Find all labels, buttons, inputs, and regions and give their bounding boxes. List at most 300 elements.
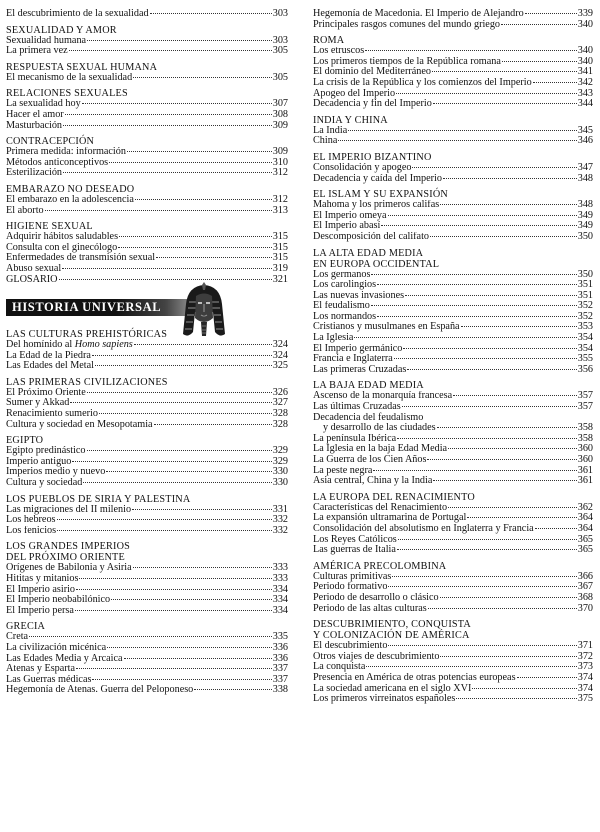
toc-entry-title: Orígenes de Babilonia y Asiria <box>6 563 132 574</box>
page-number: 321 <box>272 273 288 285</box>
dot-leader <box>405 295 577 296</box>
toc-entry[interactable] <box>6 110 288 121</box>
page-number: 365 <box>577 533 593 545</box>
toc-entry[interactable] <box>6 46 288 57</box>
toc-entry[interactable] <box>6 654 288 665</box>
toc-entry[interactable] <box>6 515 288 526</box>
toc-entry[interactable] <box>313 301 593 312</box>
toc-entry[interactable] <box>6 232 288 243</box>
page-number: 309 <box>272 119 288 131</box>
toc-entry[interactable] <box>6 685 288 696</box>
dot-leader <box>150 13 272 14</box>
page-number: 319 <box>272 262 288 274</box>
toc-entry-title: El aborto <box>6 205 44 216</box>
toc-entry[interactable] <box>313 46 593 57</box>
toc-entry[interactable] <box>313 270 593 281</box>
page-number: 315 <box>272 231 288 243</box>
toc-entry[interactable] <box>6 264 288 275</box>
dot-leader <box>517 677 577 678</box>
toc-entry[interactable] <box>6 505 288 516</box>
toc-entry[interactable] <box>313 211 593 222</box>
page-number: 305 <box>272 45 288 57</box>
toc-entry-title: Las Guerras médicas <box>6 674 92 685</box>
toc-entry[interactable] <box>6 340 288 351</box>
dot-leader <box>135 199 272 200</box>
toc-entry[interactable] <box>313 524 593 535</box>
dot-leader <box>396 93 577 94</box>
toc-section <box>313 492 593 556</box>
toc-entry-title: La conquista <box>313 662 366 673</box>
toc-entry[interactable] <box>313 333 593 344</box>
banner-title: HISTORIA UNIVERSAL <box>12 300 162 315</box>
dot-leader <box>62 268 272 269</box>
page-number: 375 <box>577 693 593 705</box>
toc-entry-title: La Iglesia en la baja Edad Media <box>313 444 448 455</box>
dot-leader <box>133 77 272 78</box>
toc-entry-title: Hegemonía de Macedonia. El Imperio de Alejandro <box>313 9 524 19</box>
page-number: 367 <box>577 581 593 593</box>
toc-entry-title: La península Ibérica <box>313 433 397 444</box>
toc-entry[interactable] <box>313 604 593 615</box>
dot-leader <box>59 279 272 280</box>
toc-entry[interactable] <box>313 322 593 333</box>
dot-leader <box>194 689 271 690</box>
historia-universal-banner <box>6 291 288 321</box>
toc-entry-title: Mahoma y los primeros califas <box>313 200 440 211</box>
toc-entry-title: Francia e Inglaterra <box>313 354 393 365</box>
toc-entry[interactable] <box>313 535 593 546</box>
section-heading: EMBARAZO NO DESEADO <box>6 183 135 195</box>
section-heading: CONTRACEPCIÓN <box>6 136 95 148</box>
left-column <box>6 9 288 701</box>
toc-entry[interactable] <box>6 275 288 286</box>
dot-leader <box>472 688 576 689</box>
toc-entry-title: Decadencia y fin del Imperio <box>313 99 432 110</box>
toc-entry[interactable] <box>6 253 288 264</box>
toc-entry-title: El Imperio persa <box>6 605 74 616</box>
toc-entry[interactable] <box>313 684 593 695</box>
dot-leader <box>533 82 577 83</box>
page-number: 333 <box>272 573 288 584</box>
toc-entry[interactable] <box>313 312 593 323</box>
toc-section <box>6 25 288 57</box>
dot-leader <box>440 204 577 205</box>
toc-entry[interactable] <box>313 476 593 487</box>
dot-leader <box>57 519 272 520</box>
page-number: 348 <box>577 172 593 184</box>
page-number: 352 <box>577 300 593 312</box>
toc-entry-title: Las Edades del Metal <box>6 361 94 372</box>
toc-entry[interactable] <box>313 694 593 705</box>
toc-entry-title: Adquirir hábitos saludables <box>6 232 119 243</box>
toc-entry[interactable] <box>313 593 593 604</box>
toc-entry[interactable] <box>6 574 288 585</box>
page-number: 328 <box>272 418 288 430</box>
dot-leader <box>348 130 576 131</box>
toc-entry[interactable] <box>313 641 593 652</box>
toc-entry-title: Ascenso de la monarquía francesa <box>313 391 453 402</box>
toc-entry[interactable] <box>313 444 593 455</box>
page-number: 354 <box>577 342 593 354</box>
dot-leader <box>461 326 577 327</box>
toc-entry-title: Creta <box>6 632 29 643</box>
page-number: 352 <box>577 310 593 322</box>
dot-leader <box>407 369 576 370</box>
toc-entry-title: Hacer el amor <box>6 109 64 120</box>
toc-entry[interactable] <box>313 280 593 291</box>
toc-entry[interactable] <box>6 195 288 206</box>
toc-entry[interactable] <box>313 455 593 466</box>
section-heading: RESPUESTA SEXUAL HUMANA <box>6 61 158 73</box>
dot-leader <box>467 517 576 518</box>
toc-entry[interactable] <box>6 643 288 654</box>
toc-entry[interactable] <box>6 243 288 254</box>
toc-entry-title: Culturas primitivas <box>313 571 392 582</box>
toc-entry[interactable] <box>6 361 288 372</box>
toc-entry[interactable] <box>6 9 288 20</box>
toc-entry[interactable] <box>313 9 593 20</box>
page-number: 371 <box>577 640 593 652</box>
dot-leader <box>398 539 577 540</box>
toc-entry[interactable] <box>313 99 593 110</box>
toc-entry-title: Presencia en América de otras potencias europeas <box>313 672 516 683</box>
dot-leader <box>82 103 272 104</box>
dot-leader <box>388 645 576 646</box>
toc-section <box>6 88 288 131</box>
page-number: 365 <box>577 544 593 556</box>
dot-leader <box>92 679 271 680</box>
dot-leader <box>433 480 576 481</box>
page-number: 358 <box>577 432 593 444</box>
page-number: 315 <box>272 252 288 264</box>
dot-leader <box>95 365 272 366</box>
page-number: 343 <box>577 87 593 99</box>
section-heading-line2: EN EUROPA OCCIDENTAL <box>313 258 440 270</box>
toc-section <box>6 221 288 285</box>
toc-entry[interactable] <box>313 89 593 100</box>
dot-leader <box>366 666 576 667</box>
page-number: 309 <box>272 146 288 158</box>
page-number: 351 <box>577 289 593 301</box>
dot-leader <box>440 597 577 598</box>
toc-entry[interactable] <box>6 73 288 84</box>
page-number: 349 <box>577 209 593 221</box>
toc-entry[interactable] <box>6 478 288 489</box>
toc-entry-title: La Guerra de los Cien Años <box>313 455 427 465</box>
dot-leader <box>83 482 271 483</box>
toc-section <box>313 35 593 110</box>
toc-entry[interactable] <box>6 467 288 478</box>
toc-entry[interactable] <box>313 513 593 524</box>
toc-entry[interactable] <box>6 398 288 409</box>
toc-section <box>6 541 288 616</box>
toc-entry[interactable] <box>313 174 593 185</box>
toc-entry-title: Las últimas Cruzadas <box>313 402 401 413</box>
toc-section <box>313 115 593 147</box>
dot-leader <box>371 274 576 275</box>
page-number: 360 <box>577 454 593 465</box>
toc-entry-title: Características del Renacimiento <box>313 502 448 513</box>
dot-leader <box>65 114 272 115</box>
dot-leader <box>354 337 576 338</box>
toc-entry-title: La civilización micénica <box>6 642 107 653</box>
dot-leader <box>403 348 576 349</box>
page-number: 315 <box>272 241 288 253</box>
toc-entry[interactable] <box>6 409 288 420</box>
toc-entry[interactable] <box>313 78 593 89</box>
toc-entry[interactable] <box>6 585 288 596</box>
page-number: 354 <box>577 332 593 344</box>
dot-leader <box>433 103 577 104</box>
toc-entry[interactable] <box>313 126 593 137</box>
toc-entry[interactable] <box>6 168 288 179</box>
dot-leader <box>72 461 271 462</box>
dot-leader <box>377 284 577 285</box>
dot-leader <box>377 316 577 317</box>
history-sections-right <box>313 9 593 705</box>
toc-entry[interactable] <box>6 595 288 606</box>
dot-leader <box>412 167 576 168</box>
dot-leader <box>87 392 272 393</box>
toc-entry[interactable] <box>6 351 288 362</box>
toc-entry[interactable] <box>6 121 288 132</box>
toc-entry-title: China <box>313 136 338 147</box>
toc-section <box>313 619 593 705</box>
toc-entry[interactable] <box>313 391 593 402</box>
toc-entry-title: Periodo de las altas culturas <box>313 603 427 614</box>
dot-leader <box>388 215 577 216</box>
toc-entry[interactable] <box>313 136 593 147</box>
toc-entry-title: La India <box>313 125 348 136</box>
toc-entry-title: Métodos anticonceptivos <box>6 157 109 168</box>
toc-entry-title: El Imperio abasí <box>313 221 381 232</box>
page-number: 357 <box>577 390 593 402</box>
toc-entry[interactable] <box>313 466 593 477</box>
toc-entry[interactable] <box>6 632 288 643</box>
page-number: 345 <box>577 124 593 136</box>
dot-leader <box>432 71 577 72</box>
dot-leader <box>87 40 272 41</box>
toc-entry-title: El Imperio omeya <box>313 210 387 221</box>
toc-section <box>6 184 288 216</box>
toc-entry-title: Los Reyes Católicos <box>313 534 397 545</box>
toc-entry-title: Los hebreos <box>6 515 56 526</box>
toc-entry[interactable] <box>313 163 593 174</box>
page-number: 303 <box>272 34 288 46</box>
dot-leader <box>392 576 576 577</box>
page-number: 357 <box>577 401 593 413</box>
page-number: 364 <box>577 522 593 534</box>
toc-entry-title: Las guerras de Italia <box>313 545 396 556</box>
page-number: 330 <box>272 466 288 478</box>
dot-leader <box>456 698 576 699</box>
page-number: 336 <box>272 652 288 664</box>
toc-entry-title: Atenas y Esparta <box>6 664 76 675</box>
toc-entry[interactable] <box>6 206 288 217</box>
toc-entry[interactable] <box>6 606 288 617</box>
toc-entry[interactable] <box>6 420 288 431</box>
page-number: 361 <box>577 475 593 487</box>
page-number: 374 <box>577 671 593 683</box>
page-number: 325 <box>272 360 288 372</box>
toc-entry[interactable] <box>6 457 288 468</box>
toc-entry-title: Hititas y mitanios <box>6 574 79 584</box>
toc-entry-title: Del homínido al Homo sapiens <box>6 340 133 351</box>
page-number: 350 <box>577 268 593 280</box>
dot-leader <box>87 450 272 451</box>
toc-entry[interactable] <box>313 291 593 302</box>
page-number: 337 <box>272 673 288 685</box>
toc-entry[interactable] <box>6 664 288 675</box>
toc-entry[interactable] <box>313 582 593 593</box>
dot-leader <box>119 236 272 237</box>
page-number: 368 <box>577 591 593 603</box>
toc-entry-title: La sociedad americana en el siglo XVI <box>313 683 472 694</box>
dot-leader <box>388 586 576 587</box>
toc-entry[interactable] <box>6 446 288 457</box>
toc-entry-title: La crisis de la República y los comienzos del Imperio <box>313 77 532 88</box>
toc-entry[interactable] <box>6 147 288 158</box>
toc-entry-title: Consolidación del absolutismo en Inglaterra y Francia <box>313 523 534 534</box>
toc-section <box>6 62 288 84</box>
toc-entry-title: Sumer y Akkad <box>6 398 70 409</box>
dot-leader <box>448 448 577 449</box>
section-heading: DESCUBRIMIENTO, CONQUISTA <box>313 619 471 631</box>
dot-leader <box>156 257 272 258</box>
page-number: 346 <box>577 135 593 147</box>
section-heading: LA EUROPA DEL RENACIMIENTO <box>313 491 475 503</box>
toc-section <box>313 561 593 614</box>
dot-leader <box>57 530 272 531</box>
dot-leader <box>134 344 272 345</box>
toc-entry[interactable] <box>313 652 593 663</box>
toc-entry[interactable] <box>313 423 593 434</box>
toc-entry[interactable] <box>313 662 593 673</box>
dot-leader <box>525 13 577 14</box>
dot-leader <box>443 178 577 179</box>
toc-entry[interactable] <box>313 365 593 376</box>
toc-entry-title: Los etruscos <box>313 46 365 57</box>
toc-entry[interactable] <box>313 57 593 68</box>
toc-entry[interactable] <box>6 388 288 399</box>
page-number: 303 <box>272 8 288 19</box>
toc-entry[interactable] <box>6 158 288 169</box>
toc-entry[interactable] <box>6 526 288 537</box>
dot-leader <box>428 608 577 609</box>
toc-entry-title: Periodo formativo <box>313 582 388 593</box>
dot-leader <box>127 151 272 152</box>
toc-entry-title: Imperios medio y nuevo <box>6 467 106 478</box>
toc-entry-title: La sexualidad hoy <box>6 99 81 110</box>
page-number: 305 <box>272 71 288 83</box>
page-number: 310 <box>272 156 288 168</box>
toc-entry-title: La primera vez <box>6 46 68 57</box>
page-number: 337 <box>272 663 288 675</box>
dot-leader <box>373 470 576 471</box>
section-heading-line2: Y COLONIZACIÓN DE AMÉRICA <box>313 630 470 642</box>
toc-section <box>6 136 288 179</box>
page-number: 342 <box>577 76 593 88</box>
toc-entry-title: Decadencia del feudalismo <box>313 411 424 423</box>
page-number: 341 <box>577 66 593 78</box>
dot-leader <box>448 507 577 508</box>
toc-section <box>6 9 288 20</box>
section-heading: LOS PUEBLOS DE SIRIA Y PALESTINA <box>6 493 191 505</box>
dot-leader <box>70 402 271 403</box>
dot-leader <box>394 358 577 359</box>
dot-leader <box>402 406 577 407</box>
toc-section <box>6 377 288 430</box>
toc-entry[interactable] <box>313 673 593 684</box>
toc-entry[interactable] <box>313 503 593 514</box>
page-number: 312 <box>272 167 288 179</box>
toc-entry-title: Los primeros virreinatos españoles <box>313 694 456 705</box>
page-number: 347 <box>577 161 593 173</box>
page-number: 374 <box>577 682 593 694</box>
page-number: 313 <box>272 204 288 216</box>
page-number: 312 <box>272 193 288 205</box>
toc-entry[interactable] <box>313 545 593 556</box>
section-heading: INDIA Y CHINA <box>313 114 388 126</box>
toc-entry[interactable] <box>313 200 593 211</box>
section-heading: LA BAJA EDAD MEDIA <box>313 380 424 392</box>
dot-leader <box>75 610 272 611</box>
toc-entry[interactable] <box>6 36 288 47</box>
toc-entry[interactable] <box>6 675 288 686</box>
section-heading: LAS PRIMERAS CIVILIZACIONES <box>6 376 168 388</box>
dot-leader <box>133 567 272 568</box>
section-heading: LA ALTA EDAD MEDIA <box>313 247 424 259</box>
toc-entry-title: Las nuevas invasiones <box>313 290 405 301</box>
dot-leader <box>29 636 272 637</box>
toc-entry[interactable] <box>313 20 593 31</box>
toc-entry-title: La Edad de la Piedra <box>6 350 91 361</box>
toc-entry-title: Cultura y sociedad <box>6 478 83 489</box>
toc-entry[interactable] <box>313 232 593 243</box>
toc-entry-title: Principales rasgos comunes del mundo griego <box>313 19 501 30</box>
page-number: 334 <box>272 604 288 616</box>
toc-entry-title: Sexualidad humana <box>6 35 87 46</box>
section-heading: HIGIENE SEXUAL <box>6 221 93 233</box>
toc-entry[interactable] <box>313 572 593 583</box>
toc-entry[interactable] <box>6 563 288 574</box>
toc-entry-title: La expansión ultramarina de Portugal <box>313 513 467 524</box>
toc-entry[interactable] <box>313 344 593 355</box>
dot-leader <box>381 225 576 226</box>
toc-entry-title: Periodo de desarrollo o clásico <box>313 592 439 603</box>
section-heading: SEXUALIDAD Y AMOR <box>6 24 117 36</box>
dot-leader <box>535 528 577 529</box>
dot-leader <box>154 424 272 425</box>
toc-entry[interactable] <box>313 434 593 445</box>
toc-entry[interactable] <box>313 221 593 232</box>
toc-entry[interactable] <box>313 354 593 365</box>
page-number: 331 <box>272 503 288 515</box>
toc-entry-title: Masturbación <box>6 120 63 131</box>
dot-leader <box>118 247 272 248</box>
toc-entry-title: Consolidación y apogeo <box>313 162 412 173</box>
dot-leader <box>338 140 576 141</box>
toc-entry[interactable] <box>6 99 288 110</box>
toc-entry-title: Los carolingios <box>313 280 377 291</box>
page-number: 370 <box>577 602 593 614</box>
page-number: 356 <box>577 363 593 375</box>
page-number: 366 <box>577 570 593 582</box>
toc-section <box>313 152 593 184</box>
toc-entry[interactable] <box>313 67 593 78</box>
page-number: 329 <box>272 455 288 467</box>
toc-entry-title: El embarazo en la adolescencia <box>6 194 134 205</box>
